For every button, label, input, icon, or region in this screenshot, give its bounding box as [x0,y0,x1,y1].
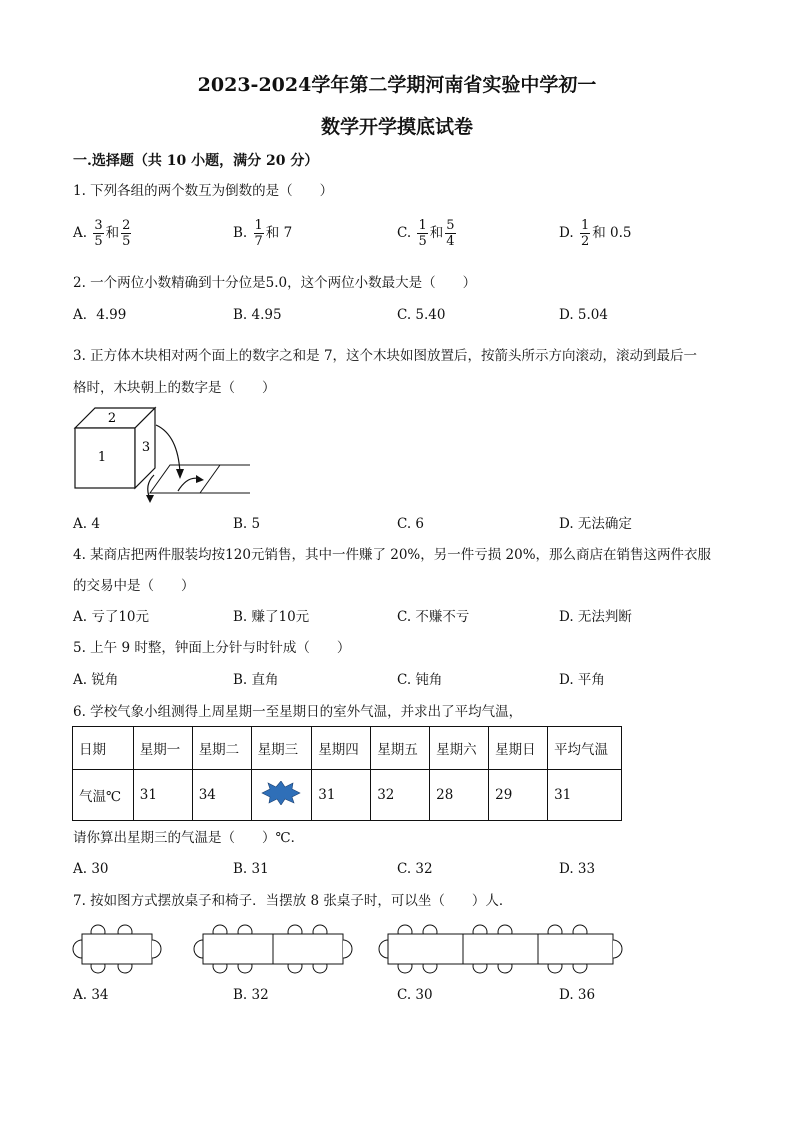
q4-option-c[interactable]: C. 不赚不亏 [397,609,470,625]
q5-option-a[interactable]: A. 锐角 [73,672,119,688]
q2-stem: 2. 一个两位小数精确到十分位是5.0，这个两位小数最大是（ ） [73,275,477,291]
q7-option-c[interactable]: C. 30 [397,987,433,1003]
q3-option-b[interactable]: B. 5 [233,516,261,532]
cube-rolling-diagram [70,403,250,511]
q3-stem-line1: 3. 正方体木块相对两个面上的数字之和是 7，这个木块如图放置后，按箭头所示方向滚动，滚动到最后一 [73,348,698,364]
tables-chairs-diagram [70,918,630,974]
ink-blot-icon [260,781,302,805]
q4-option-a[interactable]: A. 亏了10元 [73,609,150,625]
fraction: $\frac{2}{5}$ [122,218,131,249]
fraction: $\frac{5}{4}$ [446,218,455,249]
table-cell: 29 [489,770,548,821]
q1-stem: 1. 下列各组的两个数互为倒数的是（ ） [73,183,334,199]
table-header-cell: 星期六 [430,727,489,770]
q4-stem-line1: 4. 某商店把两件服装均按120元销售，其中一件赚了 20%，另一件亏损 20%，那么商店在销售这两件衣服 [73,547,712,563]
q6-option-c[interactable]: C. 32 [397,861,433,877]
cube-front-number: 1 [97,450,107,465]
table-header-cell: 星期四 [312,727,371,770]
q2-option-c[interactable]: C. 5.40 [397,307,446,323]
table-header-row [73,727,622,770]
q6-stem: 6. 学校气象小组测得上周星期一至星期日的室外气温，并求出了平均气温， [73,704,523,720]
q3-option-a[interactable]: A. 4 [73,516,100,532]
table-cell-hidden [251,770,312,821]
q3-option-c[interactable]: C. 6 [397,516,425,532]
q2-option-a[interactable]: A．4.99 [73,307,127,323]
q3-option-d[interactable]: D. 无法确定 [559,516,632,532]
table-header-cell: 星期二 [192,727,251,770]
table-cell: 34 [192,770,251,821]
fraction: $\frac{1}{2}$ [580,218,590,249]
q2-option-d[interactable]: D. 5.04 [559,307,608,323]
temperature-table [72,726,622,821]
q5-option-c[interactable]: C. 钝角 [397,672,443,688]
q1-option-c[interactable]: C. $\frac{1}{5}$ 和 $\frac{5}{4}$ [397,218,455,249]
q6-option-a[interactable]: A. 30 [73,861,109,877]
q4-option-b[interactable]: B. 赚了10元 [233,609,310,625]
table-header-cell: 星期三 [251,727,312,770]
table-header-cell: 平均气温 [548,727,622,770]
q7-option-b[interactable]: B. 32 [233,987,269,1003]
q1-option-a[interactable]: A. $\frac{3}{5}$ 和 $\frac{2}{5}$ [73,218,131,249]
table-header-cell: 星期一 [133,727,192,770]
q1-option-d[interactable]: D. $\frac{1}{2}$ 和 0.5 [559,218,632,249]
table-row [73,770,622,821]
table-header-cell: 星期五 [371,727,430,770]
cube-top-number: 2 [107,411,117,426]
table-header-cell: 日期 [73,727,134,770]
q4-option-d[interactable]: D. 无法判断 [559,609,632,625]
section-heading: 一.选择题（共 10 小题，满分 20 分） [73,153,319,169]
fraction: $\frac{1}{5}$ [418,218,427,249]
table-row-label: 气温℃ [73,770,134,821]
fraction: $\frac{1}{7}$ [254,218,263,249]
table-cell: 31 [548,770,622,821]
q4-stem-line2: 的交易中是（ ） [73,578,195,594]
fraction: $\frac{3}{5}$ [94,218,103,249]
page-title: 2023-2024学年第二学期河南省实验中学初一 [197,74,597,96]
q7-option-d[interactable]: D. 36 [559,987,596,1003]
q1-option-b[interactable]: B. $\frac{1}{7}$ 和 7 [233,218,293,249]
q6-option-b[interactable]: B. 31 [233,861,269,877]
table-cell: 28 [430,770,489,821]
table-cell: 31 [312,770,371,821]
page-subtitle: 数学开学摸底试卷 [320,116,473,138]
table-cell: 32 [371,770,430,821]
q5-option-d[interactable]: D. 平角 [559,672,605,688]
cube-side-number: 3 [141,440,151,455]
q5-stem: 5. 上午 9 时整，钟面上分针与时针成（ ） [73,640,351,656]
q3-stem-line2: 格时，木块朝上的数字是（ ） [73,380,276,396]
table-header-cell: 星期日 [489,727,548,770]
q2-option-b[interactable]: B. 4.95 [233,307,282,323]
q6-question: 请你算出星期三的气温是（ ）℃． [73,830,305,846]
q6-option-d[interactable]: D. 33 [559,861,596,877]
table-cell: 31 [133,770,192,821]
q5-option-b[interactable]: B. 直角 [233,672,279,688]
q7-stem: 7. 按如图方式摆放桌子和椅子．当摆放 8 张桌子时，可以坐（ ）人． [73,893,513,909]
q7-option-a[interactable]: A. 34 [73,987,109,1003]
